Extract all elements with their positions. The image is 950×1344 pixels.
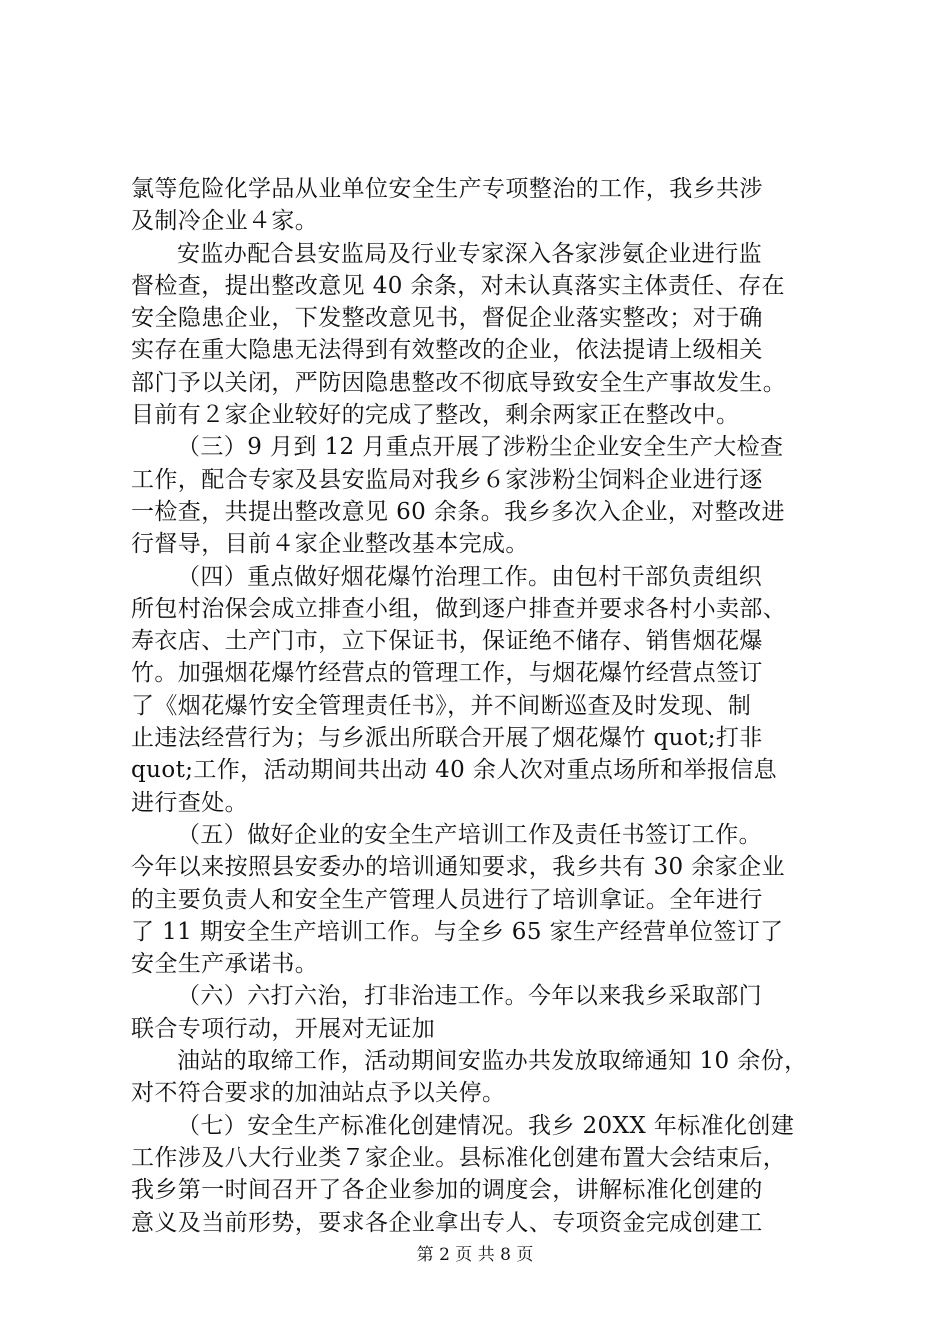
- text-line: 目前有２家企业较好的完成了整改，剩余两家正在整改中。: [131, 402, 740, 429]
- text-line: （三）9 月到 12 月重点开展了涉粉尘企业安全生产大检查: [177, 434, 784, 461]
- text-line: 安全隐患企业，下发整改意见书，督促企业落实整改；对于确: [131, 305, 763, 332]
- text-line: 行督导，目前４家企业整改基本完成。: [131, 531, 529, 558]
- text-line: 实存在重大隐患无法得到有效整改的企业，依法提请上级相关: [131, 337, 763, 364]
- text-line: 一检查，共提出整改意见 60 余条。我乡多次入企业，对整改进: [131, 498, 785, 525]
- text-line: 部门予以关闭，严防因隐患整改不彻底导致安全生产事故发生。: [131, 369, 787, 396]
- text-line: 了《烟花爆竹安全管理责任书》，并不间断巡查及时发现、制: [131, 692, 752, 719]
- text-line: 督检查，提出整改意见 40 余条，对未认真落实主体责任、存在: [131, 272, 785, 299]
- text-line: 今年以来按照县安委办的培训通知要求，我乡共有 30 余家企业: [131, 854, 785, 881]
- text-line: 竹。加强烟花爆竹经营点的管理工作，与烟花爆竹经营点签订: [131, 660, 763, 687]
- text-line: 工作涉及八大行业类７家企业。县标准化创建布置大会结束后，: [131, 1144, 787, 1171]
- text-line: 的主要负责人和安全生产管理人员进行了培训拿证。全年进行: [131, 886, 763, 913]
- text-line: 安全生产承诺书。: [131, 951, 319, 978]
- text-line: 了 11 期安全生产培训工作。与全乡 65 家生产经营单位签订了: [131, 918, 784, 945]
- text-line: 氯等危险化学品从业单位安全生产专项整治的工作，我乡共涉: [131, 176, 763, 202]
- text-line: 我乡第一时间召开了各企业参加的调度会，讲解标准化创建的: [131, 1177, 763, 1204]
- document-body: [131, 173, 831, 1239]
- text-line: 及制冷企业４家。: [131, 208, 319, 235]
- text-line: quot;工作，活动期间共出动 40 余人次对重点场所和举报信息: [131, 757, 778, 784]
- text-line: 止违法经营行为；与乡派出所联合开展了烟花爆竹 quot;打非: [131, 725, 763, 752]
- text-line: 工作，配合专家及县安监局对我乡６家涉粉尘饲料企业进行逐: [131, 466, 763, 493]
- text-line: 进行查处。: [131, 789, 248, 816]
- text-line: （七）安全生产标准化创建情况。我乡 20XX 年标准化创建: [177, 1112, 795, 1139]
- text-line: （六）六打六治，打非治违工作。今年以来我乡采取部门: [177, 983, 762, 1010]
- text-line: 所包村治保会成立排查小组，做到逐户排查并要求各村小卖部、: [131, 595, 787, 622]
- text-line: 安监办配合县安监局及行业专家深入各家涉氨企业进行监: [177, 240, 762, 267]
- text-line: 寿衣店、土产门市，立下保证书，保证绝不储存、销售烟花爆: [131, 628, 763, 655]
- text-line: 意义及当前形势，要求各企业拿出专人、专项资金完成创建工: [131, 1209, 763, 1236]
- page-footer: 第 2 页 共 8 页: [416, 1245, 534, 1265]
- text-line: 联合专项行动，开展对无证加: [131, 1015, 436, 1042]
- text-line: （五）做好企业的安全生产培训工作及责任书签订工作。: [177, 821, 762, 848]
- text-line: 油站的取缔工作，活动期间安监办共发放取缔通知 10 余份，: [177, 1048, 808, 1075]
- text-line: 对不符合要求的加油站点予以关停。: [131, 1080, 506, 1107]
- text-line: （四）重点做好烟花爆竹治理工作。由包村干部负责组织: [177, 563, 762, 590]
